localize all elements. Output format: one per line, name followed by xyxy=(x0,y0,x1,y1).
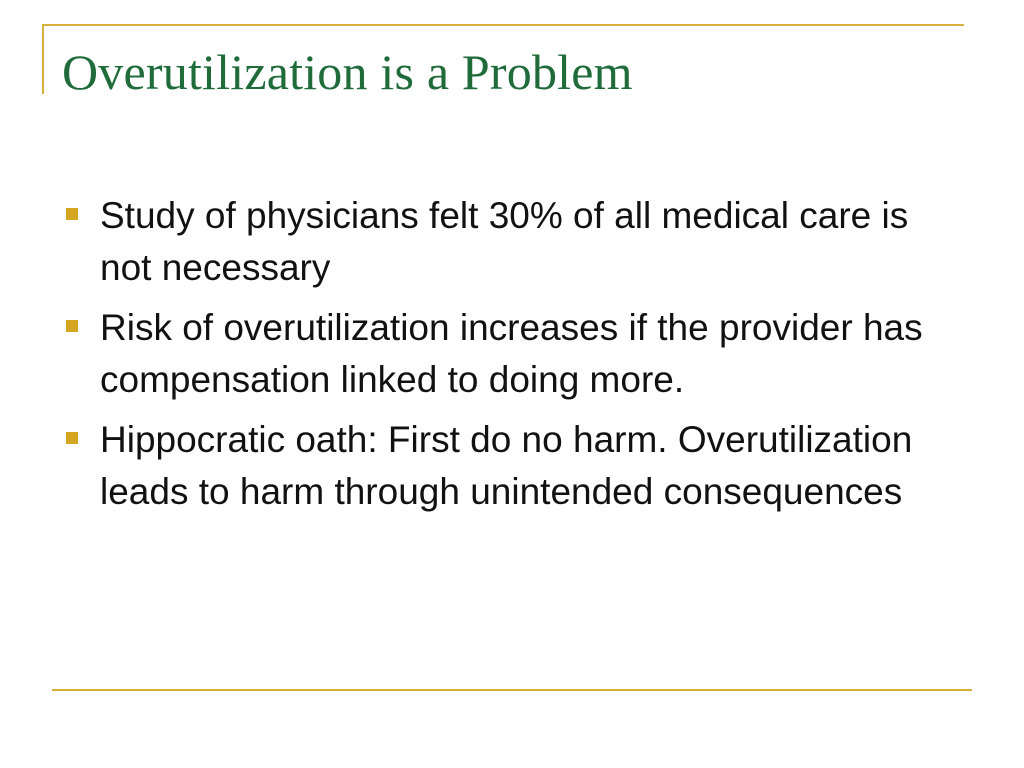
top-accent-rule xyxy=(42,24,964,26)
bullet-list xyxy=(62,190,942,526)
square-bullet-icon xyxy=(66,320,78,332)
slide-title: Overutilization is a Problem xyxy=(62,44,633,100)
bullet-text: Hippocratic oath: First do no harm. Overutilization leads to harm through unintended consequences xyxy=(100,419,913,512)
bullet-item xyxy=(62,190,942,294)
bullet-text: Study of physicians felt 30% of all medical care is not necessary xyxy=(100,195,909,288)
left-accent-rule xyxy=(42,24,44,94)
bullet-text: Risk of overutilization increases if the provider has compensation linked to doing more. xyxy=(100,307,923,400)
bullet-item xyxy=(62,302,942,406)
square-bullet-icon xyxy=(66,432,78,444)
square-bullet-icon xyxy=(66,208,78,220)
bullet-item xyxy=(62,414,942,518)
bottom-accent-rule xyxy=(52,689,972,691)
